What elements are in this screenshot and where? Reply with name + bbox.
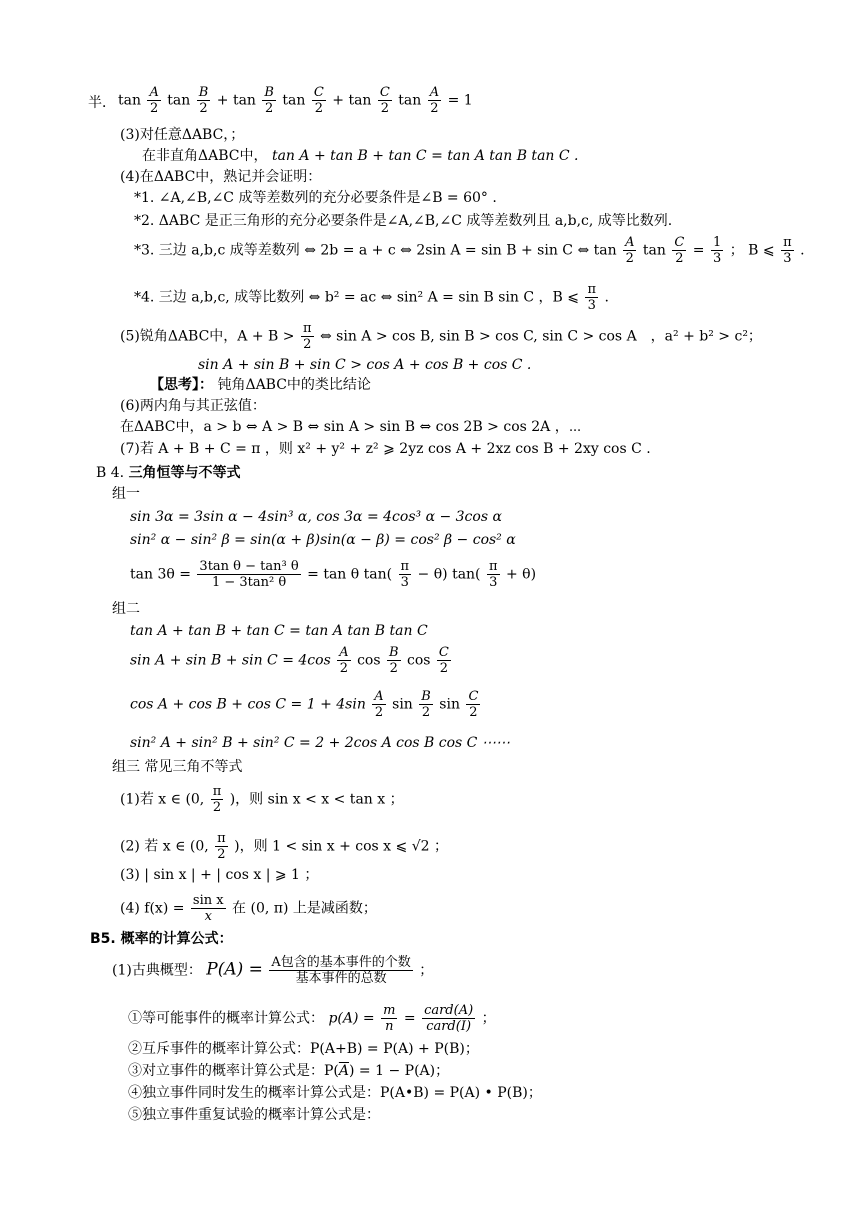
den: 2 [439, 661, 449, 676]
line-half [88, 96, 116, 110]
den: 2 [314, 101, 323, 116]
heading-b4 [96, 466, 241, 480]
prob-exclusive: ②互斥事件的概率计算公式：P(A+B) = P(A) + P(B)； [128, 1041, 479, 1057]
den: 3 [712, 251, 722, 266]
frac-pi-3 [585, 283, 598, 312]
den: 3 [400, 575, 409, 590]
den: 2 [421, 705, 431, 720]
classical-PA: P(A) = [206, 959, 263, 980]
ineq2-b: )，则 1 < sin x + cos x ⩽ √2 ； [234, 838, 448, 855]
den: 2 [150, 101, 159, 116]
num: A [374, 689, 384, 704]
num: sin x [192, 893, 224, 908]
think-text: 钝角ΔABC中的类比结论 [217, 377, 371, 393]
num: C [674, 235, 685, 250]
den: 2 [675, 251, 684, 266]
tan-label: tan [118, 92, 141, 109]
ineq-1 [120, 785, 404, 814]
num: A [339, 645, 349, 660]
tan3-end: + θ) [505, 566, 537, 583]
prob-complement [128, 1064, 449, 1078]
plus-tan: + tan [332, 92, 372, 109]
den: n [385, 1019, 394, 1034]
line-12: (6)两内角与其正弦值： [120, 398, 266, 414]
line-6: *2. ΔABC 是正三角形的充分必要条件是∠A,∠B,∠C 成等差数列且 a,b,c, 成等比数列. [134, 213, 673, 229]
group-2-label: 组二 [112, 601, 140, 617]
ineq2-a: (2) 若 x ∈ (0, [120, 838, 209, 855]
den: 2 [430, 101, 439, 116]
num: π [217, 831, 226, 846]
num: B [198, 85, 209, 100]
text-arith-seq: *3. 三边 a,b,c 成等差数列 ⇔ 2b = a + c ⇔ 2sin A = sin B + sin C ⇔ tan [134, 242, 617, 259]
cos-label: cos [357, 652, 381, 669]
frac-pi-3b [487, 560, 500, 589]
ineq-2 [120, 832, 448, 861]
A-bar: $\overline{A}$ [338, 1063, 350, 1079]
formula-sin-sq-diff: sin² α − sin² β = sin(α + β)sin(α − β) = cos² β − cos² α [130, 532, 516, 548]
num: B [421, 689, 431, 704]
frac-C-2 [312, 86, 326, 115]
line-7: *3. 三边 a,b,c 成等差数列 ⇔ 2b = a + c ⇔ 2sin A = sin B + sin C ⇔ tan $\frac{A}{2}$ tan $\frac{C}{2}$ = $\frac{1}{3}$ ； B ⩽ $\frac{\pi}{3}$ . [134, 235, 805, 266]
frac-card [422, 1004, 475, 1033]
frac-1-3 [711, 236, 723, 265]
text-half: 半． [88, 95, 116, 111]
frac-B-2b [262, 86, 276, 115]
tan-label: tan [642, 242, 666, 259]
ineq1-a: (1)若 x ∈ (0, [120, 791, 205, 808]
line-11 [150, 378, 371, 392]
frac-C-2 [672, 236, 686, 265]
sin-label: sin [439, 696, 460, 713]
den: 2 [212, 800, 222, 815]
text-B-le: ； B ⩽ [729, 242, 775, 259]
line-14: (7)若 A + B + C = π ，则 x² + y² + z² ⩾ 2yz cos A + 2xz cos B + 2xy cos C . [120, 441, 651, 457]
num: B [264, 85, 274, 100]
heading-b4-title: 三角恒等与不等式 [128, 465, 241, 481]
cos-sum-lhs: cos A + cos B + cos C = 1 + 4sin [130, 696, 366, 713]
ineq-3: (3) | sin x | + | cos x | ⩾ 1 ； [120, 867, 319, 883]
num: 3tan θ − tan³ θ [199, 559, 299, 574]
complement-a: ③对立事件的概率计算公式是：P( [128, 1063, 339, 1079]
frac-pi-2 [215, 832, 228, 861]
frac-tan3 [197, 560, 300, 589]
line-4: (4)在ΔABC中，熟记并会证明： [120, 169, 322, 185]
frac-A-2 [337, 646, 350, 675]
num: A [625, 235, 635, 250]
line-5: *1. ∠A,∠B,∠C 成等差数列的充分必要条件是∠B = 60° . [134, 190, 497, 206]
ineq4-b: 在 (0, π) 上是减函数； [232, 900, 377, 917]
frac-C-2 [437, 646, 451, 675]
text-acute-ineq: ⇔ sin A > cos B, sin B > cos C, sin C > cos A ，a² + b² > c²； [319, 328, 762, 345]
num: π [783, 235, 792, 250]
sin-label: sin [392, 696, 413, 713]
equal-pA: p(A) = [328, 1010, 375, 1027]
equals-one: = 1 [447, 92, 473, 109]
tan-label: tan [398, 92, 422, 109]
den: 基本事件的总数 [295, 971, 387, 986]
den: 3 [489, 575, 498, 590]
frac-classical [269, 956, 412, 985]
plus-tan: + tan [216, 92, 256, 109]
frac-A-2 [623, 236, 636, 265]
text-geo-seq: *4. 三边 a,b,c, 成等比数列 ⇔ b² = ac ⇔ sin² A = sin B sin C ，B ⩽ [134, 289, 579, 306]
formula-sin-sq-sum: sin² A + sin² B + sin² C = 2 + 2cos A cos B cos C ⋯⋯ [130, 735, 510, 751]
num: A [429, 85, 440, 100]
ineq-4 [120, 894, 377, 923]
prob-classical: (1)古典概型： P(A) = $\frac{\text{A包含的基本事件的个数}}{\text{基本事件的总数}}$ ； [112, 955, 434, 986]
frac-pi-3 [399, 560, 412, 589]
formula-sin-sum [130, 646, 453, 675]
formula-tan-sum: tan A + tan B + tan C = tan A tan B tan C [130, 623, 428, 639]
cos-label: cos [407, 652, 431, 669]
formula-tan-triple [130, 560, 536, 589]
line-3: (3)对任意ΔABC，； [120, 127, 245, 143]
formula-triple-angle: sin 3α = 3sin α − 4sin³ α, cos 3α = 4cos³ α − 3cos α [130, 509, 502, 525]
frac-m-n [381, 1004, 397, 1033]
tan-label: tan [282, 92, 306, 109]
num: C [313, 85, 324, 100]
text-non-right: 在非直角ΔABC中， [142, 148, 268, 164]
group-3-label: 组三 常见三角不等式 [112, 759, 243, 775]
num: m [383, 1003, 396, 1018]
ineq1-b: )，则 sin x < x < tan x ； [229, 791, 404, 808]
den: 1 − 3tan² θ [211, 575, 287, 590]
den: 2 [303, 337, 312, 352]
den: card(I) [426, 1019, 472, 1034]
num: π [400, 559, 410, 574]
frac-C-2b [378, 86, 392, 115]
sin-sum-lhs: sin A + sin B + sin C = 4cos [130, 652, 331, 669]
num: card(A) [424, 1003, 474, 1018]
formula-tan-half-sum [118, 86, 473, 115]
line-9 [120, 322, 762, 351]
equal-label: ①等可能事件的概率计算公式： [128, 1010, 324, 1027]
think-label: 【思考】： [150, 377, 213, 393]
prob-independent: ④独立事件同时发生的概率计算公式是：P(A•B) = P(A) • P(B)； [128, 1085, 542, 1101]
num: π [488, 559, 498, 574]
frac-A-2 [147, 86, 160, 115]
den: 2 [389, 661, 398, 676]
frac-B-2 [419, 690, 433, 719]
num: 1 [712, 235, 722, 250]
equals: = [692, 242, 705, 259]
num: A包含的基本事件的个数 [271, 955, 411, 970]
den: 3 [587, 298, 596, 313]
num: π [212, 784, 222, 799]
classical-label: (1)古典概型： [112, 962, 202, 979]
line-3b [142, 149, 579, 163]
den: 2 [380, 101, 389, 116]
frac-sinx-x [191, 894, 226, 923]
num: C [379, 85, 390, 100]
den: 2 [199, 101, 208, 116]
frac-pi-2 [211, 785, 224, 814]
den: 2 [625, 251, 634, 266]
line-13: 在ΔABC中，a > b ⇔ A > B ⇔ sin A > sin B ⇔ cos 2B > cos 2A ，⋯ [120, 419, 582, 435]
den: 2 [374, 705, 384, 720]
tan-label: tan [167, 92, 191, 109]
frac-B-2 [197, 86, 211, 115]
ineq4-a: (4) f(x) = [120, 900, 185, 917]
den: 3 [783, 251, 792, 266]
frac-A-2b [428, 86, 441, 115]
num: C [468, 689, 479, 704]
num: π [302, 321, 312, 336]
group-1-label: 组一 [112, 486, 140, 502]
num: π [587, 282, 596, 297]
frac-pi-2 [301, 322, 314, 351]
heading-b5: B5. 概率的计算公式： [90, 931, 233, 947]
formula-cos-sum [130, 690, 482, 719]
num: B [388, 645, 399, 660]
den: 2 [339, 661, 349, 676]
formula-tan-identity: tan A + tan B + tan C = tan A tan B tan C . [271, 148, 579, 164]
tan3-mid: = tan θ tan( [307, 566, 393, 583]
den: 2 [217, 847, 226, 862]
frac-A-2 [372, 690, 385, 719]
tan3-lhs: tan 3θ = [130, 566, 191, 583]
frac-B-2 [387, 646, 401, 675]
den: 2 [469, 705, 478, 720]
frac-pi-3 [781, 236, 794, 265]
den: 2 [265, 101, 274, 116]
den: x [204, 909, 212, 924]
text-acute: (5)锐角ΔABC中，A + B > [120, 328, 295, 345]
line-8: *4. 三边 a,b,c, 成等比数列 ⇔ b² = ac ⇔ sin² A = sin B sin C ，B ⩽ $\frac{\pi}{3}$ . [134, 282, 609, 313]
line-10: sin A + sin B + sin C > cos A + cos B + cos C . [198, 357, 532, 373]
num: A [149, 85, 159, 100]
prob-repeated: ⑤独立事件重复试验的概率计算公式是： [128, 1107, 380, 1123]
frac-C-2 [466, 690, 480, 719]
heading-b4-num: B 4. [96, 465, 125, 481]
tan3-mid2: − θ) tan( [417, 566, 481, 583]
prob-equal: ①等可能事件的概率计算公式： p(A) = $\frac{m}{n}$ = $\frac{\text{card(A)}}{\text{card(I)}}$ ； [128, 1003, 496, 1034]
num: C [438, 645, 449, 660]
complement-b: ) = 1 − P(A)； [349, 1063, 450, 1079]
